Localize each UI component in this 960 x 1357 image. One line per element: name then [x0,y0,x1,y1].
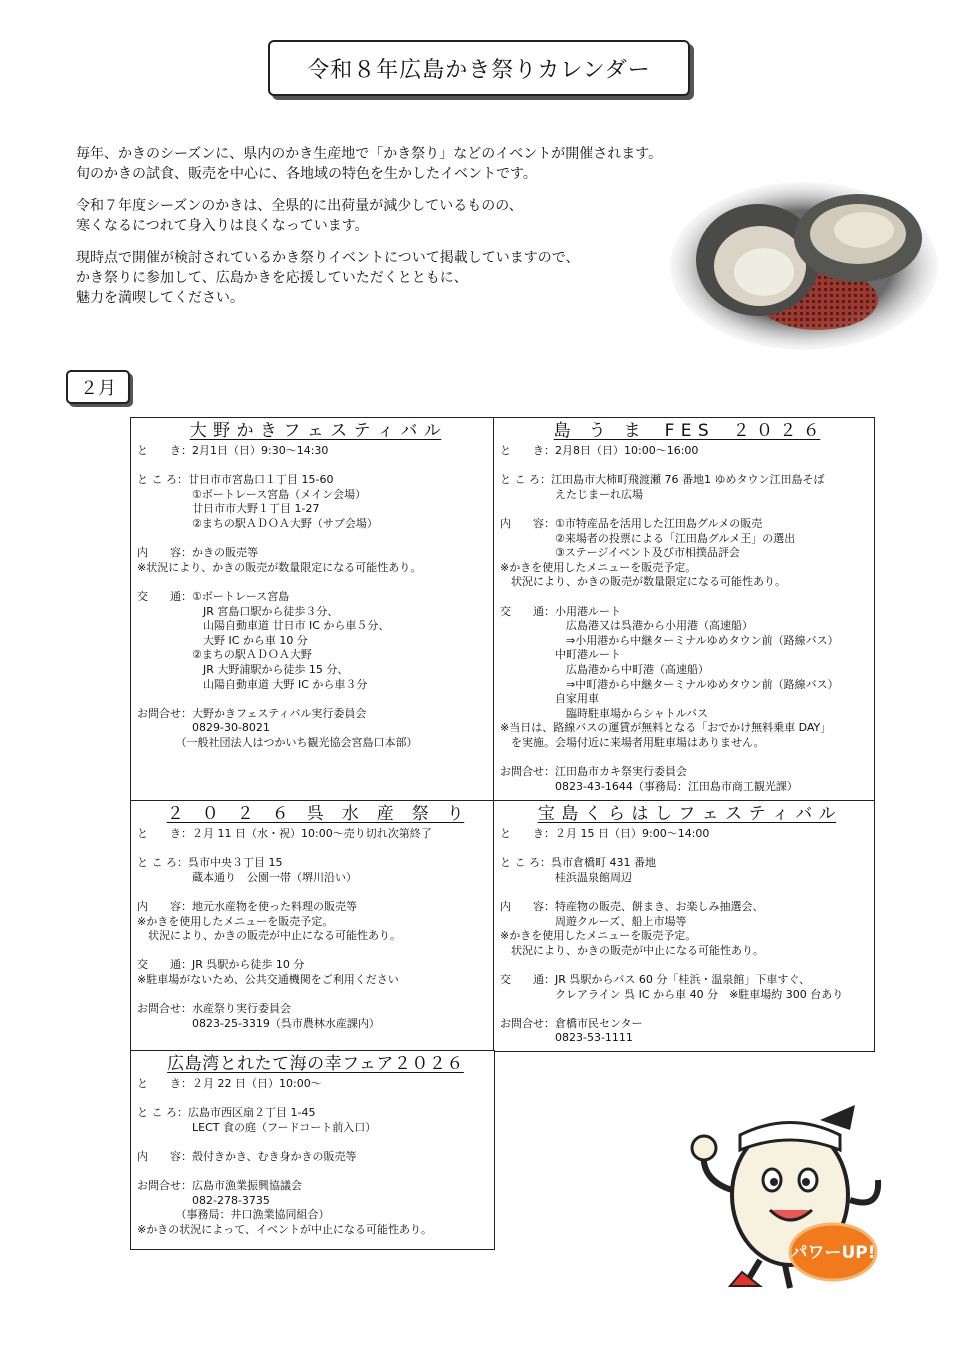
intro-paragraph-2: 令和７年度シーズンのかきは、全県的に出荷量が減少しているものの、 寒くなるにつれて身入りは良くなっています。 [76,198,523,234]
event-card [493,800,875,1052]
event-details: と き：２月 22 日（日）10:00～ と こ ろ：広島市西区扇２丁目 1-45 LECT 食の庭（フードコート前入口） 内 容：殻付きかき、むき身かきの販売等 お問合せ：広島市漁業振興協議会 082-278-3735 （事務局：井口漁業協同組合） ※かきの状況によって、イベントが中止になる可能性あり。 [137,1077,432,1236]
intro-paragraph-1: 毎年、かきのシーズンに、県内のかき生産地で「かき祭り」などのイベントが開催されます。 旬のかきの試食、販売を中心に、各地域の特色を生かしたイベントです。 [76,146,663,182]
event-details: と き：2月8日（日）10:00～16:00 と こ ろ：江田島市大柿町飛渡瀬 76 番地1 ゆめタウン江田島そば えたじまーれ広場 内 容：①市特産品を活用した江田島グルメの販売 ②来場者の投票による「江田島グルメ王」の選出 ③ステージイベント及び市相撲品評会 ※かきを使用したメニューを販売予定。 状況により、かきの販売が数量限定になる可能性あり。 交 通：小用港ルート 広島港又は呉港から小用港（高速船） ⇒小用港から中継ターミナルゆめタウン前（路線バス） 中町港ルート 広島港から中町港（高速船） ⇒中町港から中継ターミナルゆめタウン前（路線バス） 自家用車 臨時駐車場からシャトルバス ※当日は、路線バスの運賃が無料となる「おでかけ無料乗車 DAY」 を実施。会場付近に来場者用駐車場はありません。 お問合せ：江田島市カキ祭実行委員会 0823-43-1644（事務局：江田島市商工観光課） [500,444,839,793]
event-details: と き：2月1日（日）9:30～14:30 と こ ろ：廿日市市宮島口１丁目 15-60 ①ボートレース宮島（メイン会場） 廿日市市大野１丁目 1-27 ②まちの駅ＡＤＯＡ大野（サブ会場） 内 容：かきの販売等 ※状況により、かきの販売が数量限定になる可能性あり。 交 通：①ボートレース宮島 JR 宮島口駅から徒歩３分、 山陽自動車道 廿日市 IC から車５分、 大野 IC から車 10 分 ②まちの駅ＡＤＯＡ大野 JR 大野浦駅から徒歩 15 分、 山陽自動車道 大野 IC から車３分 お問合せ：大野かきフェスティバル実行委員会 0829-30-8021 （一般社団法人はつかいち観光協会宮島口本部） [137,444,422,749]
event-card [130,417,495,802]
event-title: ２ ０ ２ ６ 呉 水 産 祭 り [166,804,465,824]
event-title: 大 野 か き フ ェ ス テ ィ バ ル [189,421,442,441]
event-details: と き：２月 11 日（水・祝）10:00～売り切れ次第終了 と こ ろ：呉市中央３丁目 15 蔵本通り 公園一帯（堺川沿い） 内 容：地元水産物を使った料理の販売等 ※かきを使用したメニューを販売予定。 状況により、かきの販売が中止になる可能性あり。 交 通：JR 呉駅から徒歩 10 分 ※駐車場がないため、公共交通機関をご利用ください お問合せ：水産祭り実行委員会 0823-25-3319（呉市農林水産課内） [137,827,432,1030]
event-details: と き：２月 15 日（日）9:00～14:00 と こ ろ：呉市倉橋町 431 番地 桂浜温泉館周辺 内 容：特産物の販売、餅まき、お楽しみ抽選会、 周遊クルーズ、船上市場等 ※かきを使用したメニューを販売予定。 状況により、かきの販売が中止になる可能性あり。 交 通：JR 呉駅からバス 60 分「桂浜・温泉館」下車すぐ、 クレアライン 呉 IC から車 40 分 ※駐車場約 300 台あり お問合せ：倉橋市民センター 0823-53-1111 [500,827,844,1045]
event-card [493,417,875,802]
grilled-oyster-photo [668,180,940,352]
month-label: ２月 [66,370,130,404]
mascot-badge: パワーUP! [790,1243,876,1263]
event-title: 宝 島 く ら は し フ ェ ス テ ィ バ ル [537,804,837,824]
intro-text [76,144,676,320]
intro-paragraph-3: 現時点で開催が検討されているかき祭りイベントについて掲載していますので、 かき祭りに参加して、広島かきを応援していただくとともに、 魅力を満喫してください。 [76,250,580,306]
oyster-mascot-illustration [690,1100,890,1290]
event-card [130,800,495,1052]
event-card [130,1050,495,1250]
page-title: 令和８年広島かき祭りカレンダー [268,40,690,96]
event-title: 島 う ま F E S ２ ０ ２ ６ [553,421,821,441]
event-title: 広島湾とれたて海の幸フェア２０２６ [167,1054,464,1074]
